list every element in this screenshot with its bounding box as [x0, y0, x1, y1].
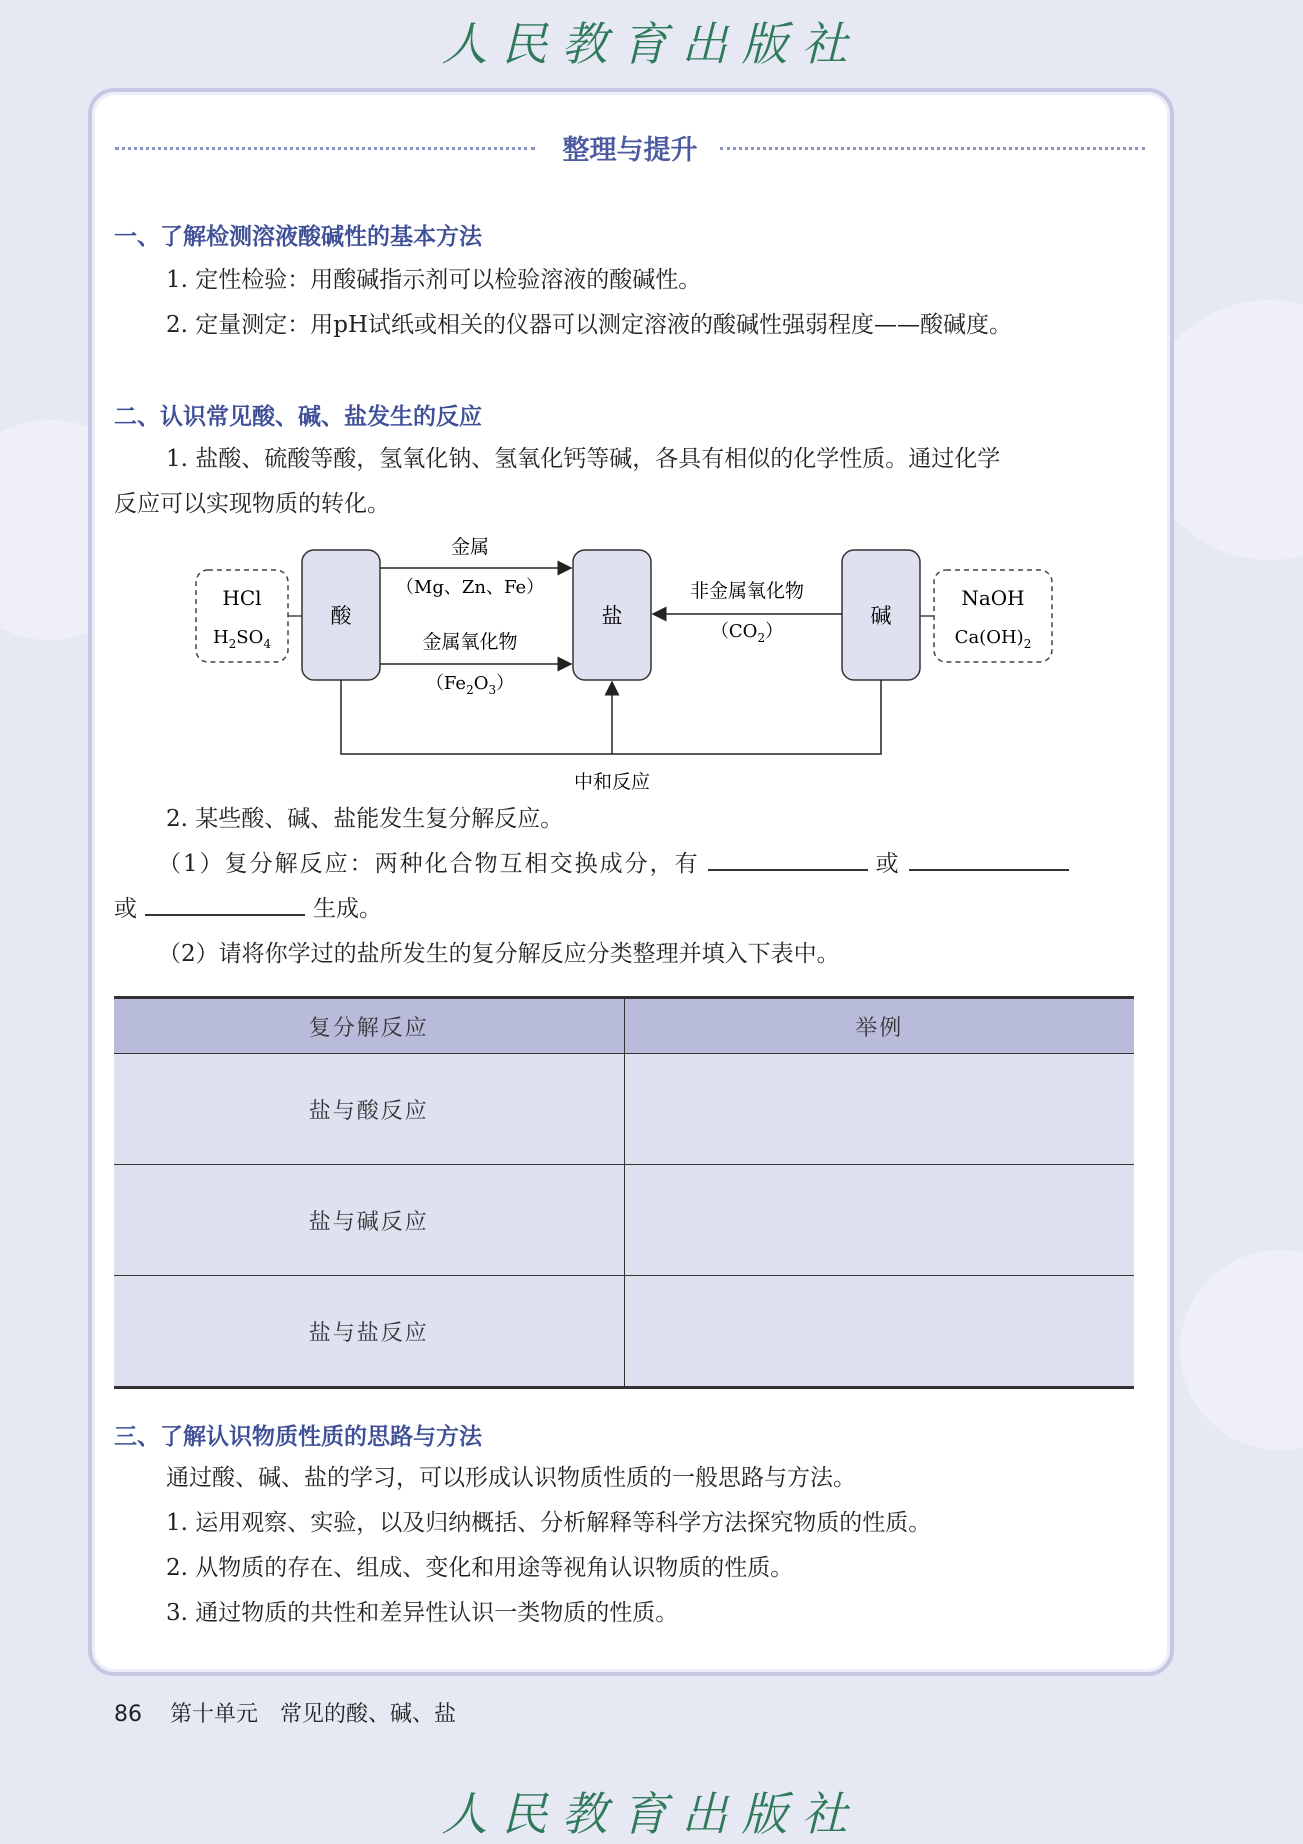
neutralization-path [341, 680, 881, 754]
base-label: 碱 [870, 604, 892, 628]
table-cell-type: 盐与碱反应 [114, 1165, 624, 1276]
page-number: 86 [114, 1702, 142, 1727]
table-row [114, 1165, 1134, 1276]
table-row [114, 1054, 1134, 1165]
section2-fill-sentence [158, 842, 1077, 887]
table-cell-type: 盐与盐反应 [114, 1276, 624, 1388]
fill-sentence-end: 生成。 [313, 896, 382, 922]
section2-fill-sentence-cont [114, 887, 382, 932]
answer-blank[interactable] [708, 843, 868, 871]
section3-item: 2. 从物质的存在、组成、变化和用途等视角认识物质的性质。 [166, 1555, 794, 1581]
section2-heading: 二、认识常见酸、碱、盐发生的反应 [114, 403, 482, 430]
page-footer [114, 1697, 456, 1728]
section3-intro: 通过酸、碱、盐的学习，可以形成认识物质性质的一般思路与方法。 [166, 1465, 856, 1491]
salt-label: 盐 [601, 604, 623, 628]
table-header: 举例 [624, 998, 1134, 1054]
publisher-logo: 人民教育出版社 [441, 17, 862, 71]
reaction-diagram [190, 530, 1070, 800]
table-header-row [114, 998, 1134, 1054]
section3-item: 1. 运用观察、实验，以及归纳概括、分析解释等科学方法探究物质的性质。 [166, 1510, 932, 1536]
table-cell-type: 盐与酸反应 [114, 1054, 624, 1165]
section2-paragraph: 1. 盐酸、硫酸等酸，氢氧化钠、氢氧化钙等碱，各具有相似的化学性质。通过化学 [166, 446, 1001, 472]
title-dotted-rule [115, 147, 535, 150]
section-title-bar [115, 128, 1145, 168]
unit-title: 第十单元 常见的酸、碱、盐 [170, 1702, 457, 1727]
acid-label: 酸 [330, 604, 352, 628]
acid-example-hcl: HCl [222, 586, 262, 610]
table-cell-example[interactable] [624, 1165, 1134, 1276]
arrow-metal-sub: （Mg、Zn、Fe） [395, 577, 545, 598]
base-example-caoh2: $Ca(OH)_2$ [954, 627, 1032, 651]
title-dotted-rule [720, 147, 1145, 150]
arrow-metal-oxide-label: 金属氧化物 [422, 631, 518, 653]
neutralization-label: 中和反应 [573, 771, 651, 793]
section1-heading: 一、了解检测溶液酸碱性的基本方法 [114, 223, 482, 250]
base-example-naoh: NaOH [961, 586, 1025, 610]
fill-sentence-or: 或 [114, 896, 137, 922]
arrow-metal-label: 金属 [450, 536, 490, 558]
section2-paragraph: （2）请将你学过的盐所发生的复分解反应分类整理并填入下表中。 [158, 941, 840, 967]
table-cell-example[interactable] [624, 1276, 1134, 1388]
page-title: 整理与提升 [562, 135, 698, 166]
arrow-nonmetal-oxide-label: 非金属氧化物 [689, 580, 805, 602]
publisher-logo: 人民教育出版社 [441, 1787, 862, 1841]
section2-paragraph: 反应可以实现物质的转化。 [114, 491, 390, 517]
fill-sentence-text: （1）复分解反应：两种化合物互相交换成分，有 [158, 851, 700, 877]
acid-example-h2so4: $H_2SO_4$ [212, 627, 272, 651]
reaction-table [114, 996, 1134, 1389]
answer-blank[interactable] [145, 888, 305, 916]
table-cell-example[interactable] [624, 1054, 1134, 1165]
section3-heading: 三、了解认识物质性质的思路与方法 [114, 1423, 482, 1450]
arrow-nonmetal-oxide-sub: $(CO_2)$ [710, 621, 784, 645]
fill-sentence-or: 或 [875, 851, 901, 877]
answer-blank[interactable] [909, 843, 1069, 871]
section2-paragraph: 2. 某些酸、碱、盐能发生复分解反应。 [166, 806, 564, 832]
table-header: 复分解反应 [114, 998, 624, 1054]
section1-item: 2. 定量测定：用pH试纸或相关的仪器可以测定溶液的酸碱性强弱程度——酸碱度。 [166, 312, 1013, 338]
base-examples-box [934, 570, 1052, 662]
acid-examples-box [196, 570, 288, 662]
section3-item: 3. 通过物质的共性和差异性认识一类物质的性质。 [166, 1600, 679, 1626]
background-bubble [1180, 1250, 1303, 1450]
section1-item: 1. 定性检验：用酸碱指示剂可以检验溶液的酸碱性。 [166, 267, 702, 293]
arrow-metal-oxide-sub: $(Fe_2O_3)$ [425, 673, 515, 697]
table-row [114, 1276, 1134, 1388]
